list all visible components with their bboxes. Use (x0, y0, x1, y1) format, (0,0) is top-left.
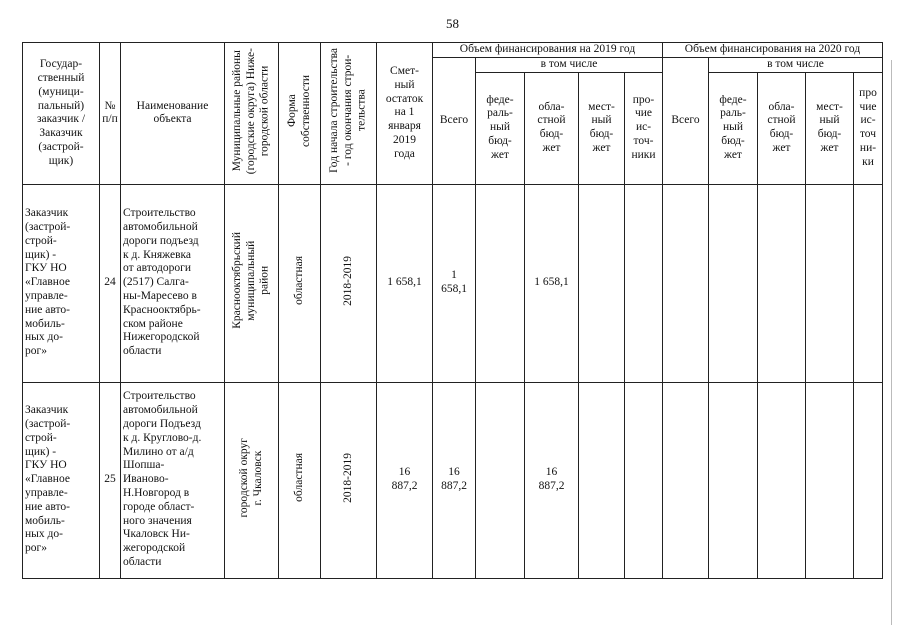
row-regional-2019: 1 658,1 (525, 184, 579, 382)
header-funding-2019: Объем финансирования на 2019 год (433, 43, 663, 58)
row-estimate: 16 887,2 (377, 382, 433, 578)
header-regional-2020: обла- стной бюд- жет (758, 72, 806, 184)
row-ownership: областная (292, 256, 305, 306)
row-object-name: Строительство автомобильной дороги Подъезд к д. Круглово-д. Милино от а/д Шопша- Иваново- Н.Новгород в городе област- ного значения Чкаловск Ни- жегородской области (121, 382, 225, 578)
header-customer: Государ- ственный (муници- пальный) заказчик / Заказчик (застрой- щик) (23, 43, 100, 185)
row-years-cell (321, 184, 377, 382)
header-funding-2020: Объем финансирования на 2020 год (663, 43, 883, 58)
row-federal-2019 (476, 382, 525, 578)
row-regional-2020 (758, 382, 806, 578)
row-local-2020 (806, 184, 854, 382)
table-row (23, 184, 883, 382)
row-federal-2020 (709, 184, 758, 382)
header-total-2019: Всего (433, 57, 476, 184)
header-district-cell (225, 43, 279, 185)
row-customer: Заказчик (застрой- строй- щик) - ГКУ НО «Главное управле- ние авто- мобиль- ных до- рог» (23, 184, 100, 382)
row-regional-2020 (758, 184, 806, 382)
row-total-2019: 16 887,2 (433, 382, 476, 578)
header-including-2019: в том числе (476, 57, 663, 72)
header-years-cell (321, 43, 377, 185)
header-number: № п/п (100, 43, 121, 185)
header-years: Год начала строительства - год окончания строи- тельства (327, 48, 368, 174)
row-local-2019 (579, 382, 625, 578)
row-other-2019 (625, 184, 663, 382)
row-years-cell (321, 382, 377, 578)
row-other-2020 (854, 382, 883, 578)
header-total-2020: Всего (663, 57, 709, 184)
row-federal-2019 (476, 184, 525, 382)
row-customer: Заказчик (застрой- строй- щик) - ГКУ НО «Главное управле- ние авто- мобиль- ных до- рог» (23, 382, 100, 578)
header-federal-2019: феде- раль- ный бюд- жет (476, 72, 525, 184)
row-local-2020 (806, 382, 854, 578)
row-federal-2020 (709, 382, 758, 578)
row-ownership-cell (279, 382, 321, 578)
row-district-cell (225, 184, 279, 382)
row-other-2020 (854, 184, 883, 382)
table-row (23, 382, 883, 578)
row-total-2020 (663, 184, 709, 382)
header-local-2020: мест- ный бюд- жет (806, 72, 854, 184)
header-district: Муниципальные районы (городские округа) Ниже- городской области (230, 47, 271, 175)
header-object-name: Наименование объекта (121, 43, 225, 185)
row-ownership: областная (292, 453, 305, 503)
header-ownership: Форма собственности (285, 74, 312, 147)
header-including-2020: в том числе (709, 57, 883, 72)
header-regional-2019: обла- стной бюд- жет (525, 72, 579, 184)
header-other-2020: про чие ис- точ ни- ки (854, 72, 883, 184)
header-local-2019: мест- ный бюд- жет (579, 72, 625, 184)
funding-table (22, 42, 883, 579)
header-federal-2020: феде- раль- ный бюд- жет (709, 72, 758, 184)
header-row-1 (23, 43, 883, 58)
row-years: 2018-2019 (341, 255, 354, 306)
row-ownership-cell (279, 184, 321, 382)
row-other-2019 (625, 382, 663, 578)
row-district-cell (225, 382, 279, 578)
margin-line (891, 60, 892, 625)
row-estimate: 1 658,1 (377, 184, 433, 382)
row-regional-2019: 16 887,2 (525, 382, 579, 578)
header-ownership-cell (279, 43, 321, 185)
row-district: городской округ г. Чкаловск (237, 437, 264, 518)
page-number: 58 (446, 16, 459, 31)
row-number: 25 (100, 382, 121, 578)
row-number: 24 (100, 184, 121, 382)
header-estimate-balance: Смет- ный остаток на 1 января 2019 года (377, 43, 433, 185)
row-object-name: Строительство автомобильной дороги подъезд к д. Княжевка от автодороги (2517) Салга- ны-Маресево в Краснооктябрь- ском районе Нижегородской области (121, 184, 225, 382)
row-total-2020 (663, 382, 709, 578)
row-local-2019 (579, 184, 625, 382)
row-years: 2018-2019 (341, 452, 354, 503)
header-other-2019: про- чие ис- точ- ники (625, 72, 663, 184)
row-district: Краснооктябрьский муниципальный район (230, 232, 271, 330)
row-total-2019: 1 658,1 (433, 184, 476, 382)
